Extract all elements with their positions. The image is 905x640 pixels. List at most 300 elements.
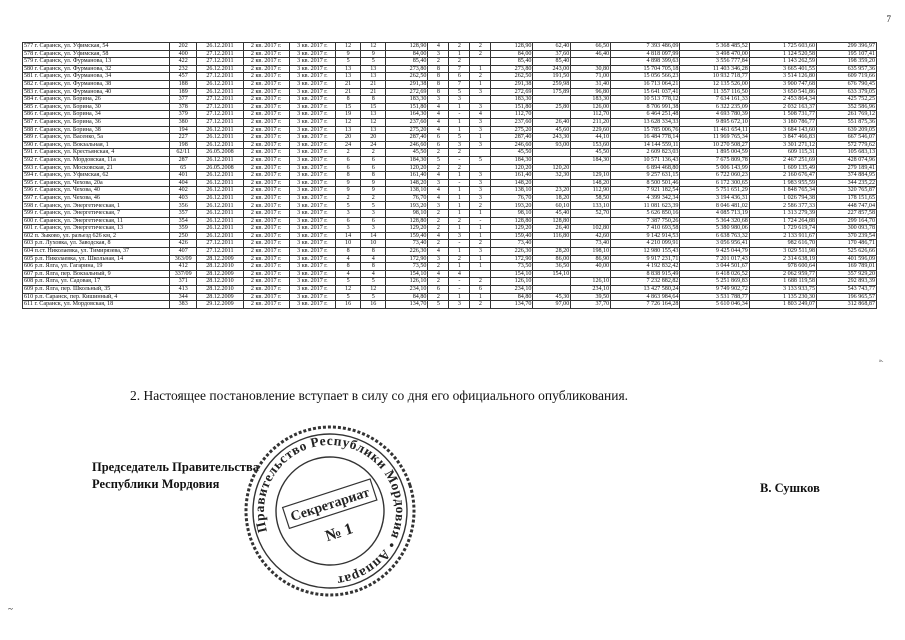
table-cell-area2: 154,10 [491,270,533,278]
table-cell-a: 24 [336,141,361,149]
table-cell-d: 1 [449,126,470,134]
table-cell-date3: 3 кв. 2017 г. [289,293,335,301]
table-cell-cost2: 11 403 346,28 [680,65,749,73]
table-cell-n1: 250 [170,232,197,240]
table-cell-area2: 275,20 [491,126,533,134]
table-cell-cost1: 13 427 580,24 [611,286,680,294]
table-cell-a: 8 [336,172,361,180]
table-cell-area2: 273,80 [491,65,533,73]
table-cell-e: 1 [470,210,491,218]
table-cell-address: 584 г. Саранск, ул. Борина, 26 [23,96,170,104]
table-cell-area: 73,40 [386,240,428,248]
table-cell-a: 3 [336,225,361,233]
table-cell-area3: 25,80 [533,103,571,111]
table-cell-cost2: 6 638 763,32 [680,232,749,240]
table-cell-a: 5 [336,58,361,66]
table-cell-area: 154,10 [386,270,428,278]
table-cell-cost4: 543 743,77 [817,286,877,294]
table-cell-date2: 2 кв. 2017 г. [243,149,289,157]
table-cell-area: 184,30 [386,156,428,164]
table-cell-b: 2 [361,194,386,202]
table-cell-address: 577 г. Саранск, ул. Уфимская, 54 [23,43,170,51]
table-cell-b: 20 [361,134,386,142]
table-cell-a: 12 [336,43,361,51]
table-cell-area4: 30,80 [571,65,611,73]
table-cell-b: 3 [361,210,386,218]
table-cell-b: 13 [361,73,386,81]
table-cell-b: 6 [361,156,386,164]
table-cell-a: 16 [336,301,361,309]
table-cell-cost3: 3 665 401,55 [749,65,816,73]
table-cell-d: 7 [449,80,470,88]
table-cell-address: 581 г. Саранск, ул. Фурманова, 34 [23,73,170,81]
table-cell-cost2: 1 895 004,59 [680,149,749,157]
table-cell-cost4: 196 965,57 [817,293,877,301]
table-cell-d: 7 [449,65,470,73]
table-cell-cost3: 1 135 230,30 [749,293,816,301]
table-cell-area2: 183,30 [491,96,533,104]
table-cell-n1: 402 [170,187,197,195]
table-row [23,88,877,96]
table-cell-area2: 172,90 [491,255,533,263]
table-cell-d: 1 [449,118,470,126]
table-cell-cost3: 3 029 511,98 [749,248,816,256]
table-cell-d: 1 [449,225,470,233]
table-cell-cost4: 572 779,62 [817,141,877,149]
table-cell-cost3: 1 803 249,07 [749,301,816,309]
table-cell-cost1: 2 609 823,03 [611,149,680,157]
table-cell-a: 4 [336,255,361,263]
table-cell-e: 1 [470,293,491,301]
table-cell-e: 3 [470,126,491,134]
table-cell-e [470,270,491,278]
table-cell-area2: 84,00 [491,50,533,58]
table-cell-area: 183,30 [386,96,428,104]
table-cell-n1: 404 [170,179,197,187]
table-cell-area4: 44,10 [571,134,611,142]
table-cell-date1: 26.12.2011 [197,210,243,218]
table-cell-area3: 37,60 [533,50,571,58]
table-cell-date2: 2 кв. 2017 г. [243,126,289,134]
table-cell-b: 8 [361,96,386,104]
table-cell-area2: 234,10 [491,286,533,294]
table-cell-area: 134,70 [386,301,428,309]
table-cell-e: 1 [470,225,491,233]
table-cell-date2: 2 кв. 2017 г. [243,73,289,81]
table-cell-date2: 2 кв. 2017 г. [243,134,289,142]
table-cell-date2: 2 кв. 2017 г. [243,111,289,119]
table-cell-cost3: 1 725 603,60 [749,43,816,51]
table-cell-area2: 246,60 [491,141,533,149]
table-row [23,179,877,187]
table-cell-date3: 3 кв. 2017 г. [289,179,335,187]
table-cell-address: 600 г. Саранск, ул. Энергетическая, 11 [23,217,170,225]
table-cell-e: 1 [470,255,491,263]
seal-center-line-2: № 1 [323,520,356,546]
table-cell-cost3: 1 609 135,49 [749,164,816,172]
table-cell-cost2: 3 194 436,31 [680,194,749,202]
table-cell-date1: 26.12.2011 [197,65,243,73]
table-cell-date3: 3 кв. 2017 г. [289,263,335,271]
table-cell-area3: 128,80 [533,217,571,225]
table-row [23,149,877,157]
table-cell-c: 4 [428,194,449,202]
table-cell-c: 3 [428,50,449,58]
table-cell-area4: 126,10 [571,278,611,286]
table-cell-cost3: 2 314 638,19 [749,255,816,263]
table-cell-d: - [449,179,470,187]
table-cell-e: 2 [470,240,491,248]
table-cell-cost2: 6 722 060,23 [680,172,749,180]
table-cell-d: 3 [449,301,470,309]
table-cell-n1: 412 [170,263,197,271]
table-cell-n1: 337/09 [170,270,197,278]
table-cell-area: 226,30 [386,248,428,256]
table-cell-c: 3 [428,255,449,263]
table-cell-c: 2 [428,293,449,301]
table-cell-area3: 45,60 [533,126,571,134]
table-cell-area2: 85,40 [491,58,533,66]
table-cell-d: - [449,240,470,248]
table-row [23,278,877,286]
table-cell-cost4: 357 929,20 [817,270,877,278]
table-cell-date3: 3 кв. 2017 г. [289,255,335,263]
table-cell-cost3: 2 133 911,67 [749,232,816,240]
table-cell-area3: 26,40 [533,225,571,233]
table-cell-c: 2 [428,58,449,66]
signatory-name: В. Сушков [760,481,820,495]
table-cell-cost3: 2 032 163,37 [749,103,816,111]
table-cell-c: 8 [428,88,449,96]
table-cell-address: 595 г. Саранск, ул. Чехова, 20а [23,179,170,187]
table-cell-date1: 26.12.2011 [197,88,243,96]
table-cell-c: 4 [428,248,449,256]
table-cell-c: 4 [428,270,449,278]
table-cell-area4: 86,90 [571,255,611,263]
table-cell-b: 2 [361,149,386,157]
table-cell-date3: 3 кв. 2017 г. [289,217,335,225]
table-cell-b: 5 [361,293,386,301]
table-cell-cost2: 6 172 300,65 [680,179,749,187]
table-cell-cost3: 978 600,64 [749,263,816,271]
table-cell-date2: 2 кв. 2017 г. [243,240,289,248]
table-cell-area3: 18,20 [533,194,571,202]
table-cell-cost2: 9 749 902,72 [680,286,749,294]
table-cell-area: 273,80 [386,65,428,73]
table-cell-a: 12 [336,286,361,294]
table-cell-date2: 2 кв. 2017 г. [243,65,289,73]
table-cell-e: 4 [470,111,491,119]
table-cell-b: 13 [361,111,386,119]
table-cell-cost4: 299 396,97 [817,43,877,51]
table-cell-date3: 3 кв. 2017 г. [289,58,335,66]
table-cell-a: 9 [336,50,361,58]
table-cell-date3: 3 кв. 2017 г. [289,187,335,195]
table-cell-date2: 2 кв. 2017 г. [243,118,289,126]
table-cell-area4: 148,20 [571,179,611,187]
table-cell-area3: 154,10 [533,270,571,278]
table-cell-cost2: 10 932 718,77 [680,73,749,81]
table-row [23,96,877,104]
table-cell-e [470,58,491,66]
table-cell-address: 582 г. Саранск, ул. Фурманова, 38 [23,80,170,88]
table-cell-cost4: 428 074,96 [817,156,877,164]
table-cell-area4 [571,164,611,172]
table-cell-date1: 26.12.2011 [197,232,243,240]
table-cell-date3: 3 кв. 2017 г. [289,80,335,88]
table-cell-cost3: 3 133 933,75 [749,286,816,294]
table-cell-area4: 102,80 [571,225,611,233]
table-cell-area3: 120,20 [533,164,571,172]
table-cell-e: 2 [470,202,491,210]
table-cell-date3: 3 кв. 2017 г. [289,210,335,218]
table-cell-cost1: 4 898 399,63 [611,58,680,66]
table-cell-address: 578 г. Саранск, ул. Уфимская, 58 [23,50,170,58]
table-cell-n1: 194 [170,126,197,134]
table-cell-date2: 2 кв. 2017 г. [243,194,289,202]
table-cell-area4: 198,10 [571,248,611,256]
table-cell-area4: 112,70 [571,111,611,119]
register-table-body [23,43,877,309]
table-cell-date3: 3 кв. 2017 г. [289,232,335,240]
table-cell-cost2: 5 364 320,68 [680,217,749,225]
table-cell-area4: 37,70 [571,301,611,309]
table-cell-area2: 128,90 [491,43,533,51]
table-cell-b: 4 [361,270,386,278]
table-cell-c: 4 [428,43,449,51]
table-cell-cost2: 7 634 161,33 [680,96,749,104]
table-cell-b: 24 [361,141,386,149]
table-cell-a: 8 [336,263,361,271]
table-cell-cost3: 2 467 251,69 [749,156,816,164]
table-cell-c: 6 [428,286,449,294]
table-cell-address: 598 г. Саранск, ул. Энергетическая, 1 [23,202,170,210]
table-cell-area: 172,90 [386,255,428,263]
table-row [23,217,877,225]
table-cell-d: - [449,278,470,286]
table-cell-d: 2 [449,255,470,263]
table-cell-e: 2 [470,73,491,81]
table-cell-date1: 29.12.2009 [197,301,243,309]
table-cell-a: 21 [336,80,361,88]
table-cell-area: 148,20 [386,179,428,187]
table-cell-area2: 45,50 [491,149,533,157]
table-row [23,293,877,301]
table-cell-date3: 3 кв. 2017 г. [289,141,335,149]
table-cell-date1: 26.12.2011 [197,225,243,233]
table-cell-c: 2 [428,164,449,172]
table-cell-a: 12 [336,118,361,126]
table-cell-d: 3 [449,96,470,104]
table-cell-cost3: 1 026 794,38 [749,194,816,202]
table-cell-area3: 28,20 [533,248,571,256]
table-cell-date2: 2 кв. 2017 г. [243,172,289,180]
table-cell-n1: 457 [170,73,197,81]
table-cell-date1: 26.12.2011 [197,187,243,195]
table-cell-date3: 3 кв. 2017 г. [289,88,335,96]
table-cell-cost4: 178 151,65 [817,194,877,202]
table-cell-area3 [533,111,571,119]
table-row [23,240,877,248]
table-cell-date2: 2 кв. 2017 г. [243,301,289,309]
table-cell-date3: 3 кв. 2017 г. [289,172,335,180]
table-cell-b: 5 [361,278,386,286]
table-cell-date3: 3 кв. 2017 г. [289,164,335,172]
table-cell-address: 597 г. Саранск, ул. Чехова, 46 [23,194,170,202]
table-cell-address: 609 р.п. Ялга, пер. Школьный, 35 [23,286,170,294]
table-cell-date2: 2 кв. 2017 г. [243,103,289,111]
table-cell-area: 275,20 [386,126,428,134]
page-mark: 7 [886,14,891,24]
table-cell-date1: 26.12.2011 [197,194,243,202]
table-cell-address: 606 р.п. Ялга, ул. Гагарина, 19 [23,263,170,271]
table-cell-cost4: 312 868,87 [817,301,877,309]
table-cell-cost2: 5 380 980,06 [680,225,749,233]
table-cell-b: 9 [361,50,386,58]
table-cell-cost1: 15 704 705,18 [611,65,680,73]
table-cell-area4: 126,00 [571,103,611,111]
table-cell-date3: 3 кв. 2017 г. [289,43,335,51]
table-cell-date2: 2 кв. 2017 г. [243,278,289,286]
table-cell-a: 19 [336,111,361,119]
table-cell-a: 14 [336,232,361,240]
table-cell-date3: 3 кв. 2017 г. [289,225,335,233]
table-cell-cost2: 9 425 044,79 [680,248,749,256]
table-cell-c: 4 [428,111,449,119]
table-cell-date3: 3 кв. 2017 г. [289,301,335,309]
table-cell-area3: 97,00 [533,301,571,309]
table-cell-address: 610 р.п. Саранск, пер. Кишинный, 4 [23,293,170,301]
table-cell-date2: 2 кв. 2017 г. [243,270,289,278]
table-cell-d: 2 [449,58,470,66]
table-cell-cost4: 448 747,04 [817,202,877,210]
table-cell-n1: 413 [170,286,197,294]
table-cell-date3: 3 кв. 2017 г. [289,270,335,278]
table-cell-n1: 354 [170,217,197,225]
table-cell-date2: 2 кв. 2017 г. [243,263,289,271]
table-cell-cost1: 14 144 559,11 [611,141,680,149]
table-cell-e: 2 [470,301,491,309]
table-cell-c: 3 [428,96,449,104]
table-cell-area4: 234,10 [571,286,611,294]
table-cell-n1: 407 [170,248,197,256]
table-cell-cost4: 227 857,58 [817,210,877,218]
table-cell-area2: 120,20 [491,164,533,172]
table-cell-cost2: 3 556 777,84 [680,58,749,66]
table-cell-area4: 42,60 [571,232,611,240]
table-cell-cost1: 7 726 164,28 [611,301,680,309]
table-cell-address: 587 г. Саранск, ул. Борина, 36 [23,118,170,126]
table-cell-e: 1 [470,134,491,142]
table-cell-cost2: 3 044 501,67 [680,263,749,271]
table-cell-date3: 3 кв. 2017 г. [289,73,335,81]
table-cell-d: 2 [449,43,470,51]
table-row [23,263,877,271]
table-cell-d: 2 [449,164,470,172]
table-cell-area2: 291,38 [491,80,533,88]
table-cell-cost1: 7 921 182,54 [611,187,680,195]
table-cell-cost4: 344 235,22 [817,179,877,187]
table-cell-e: 1 [470,80,491,88]
table-cell-e: 3 [470,187,491,195]
table-cell-cost2: 3 498 470,00 [680,50,749,58]
table-cell-area3 [533,179,571,187]
table-row [23,232,877,240]
table-cell-cost1: 7 232 882,82 [611,278,680,286]
table-cell-n1: 401 [170,172,197,180]
table-cell-cost3: 1 508 731,77 [749,111,816,119]
table-cell-address: 589 г. Саранск, ул. Васенко, 5а [23,134,170,142]
table-cell-e: 3 [470,103,491,111]
table-cell-area3 [533,240,571,248]
table-cell-area2: 76,70 [491,194,533,202]
table-cell-area2: 262,50 [491,73,533,81]
table-cell-c: 2 [428,263,449,271]
table-cell-address: 591 г. Саранск, ул. Крестьянская, 4 [23,149,170,157]
table-cell-cost4: 525 626,66 [817,248,877,256]
table-cell-e: 1 [470,65,491,73]
table-cell-a: 9 [336,187,361,195]
table-cell-d: 2 [449,217,470,225]
table-cell-cost3: 1 313 279,39 [749,210,816,218]
table-cell-d: 6 [449,73,470,81]
table-cell-cost1: 9 917 231,71 [611,255,680,263]
table-cell-date2: 2 кв. 2017 г. [243,156,289,164]
table-cell-n1: 371 [170,278,197,286]
table-cell-cost1: 7 393 486,09 [611,43,680,51]
table-cell-address: 586 г. Саранск, ул. Борина, 34 [23,111,170,119]
table-cell-n1: 344 [170,293,197,301]
table-cell-cost3: 1 143 262,59 [749,58,816,66]
table-cell-area3: 36,50 [533,263,571,271]
table-cell-date3: 3 кв. 2017 г. [289,126,335,134]
table-cell-b: 9 [361,187,386,195]
table-cell-cost1: 15 785 006,76 [611,126,680,134]
table-cell-area4 [571,58,611,66]
table-cell-area2: 129,20 [491,225,533,233]
table-row [23,80,877,88]
table-cell-cost3: 3 684 143,60 [749,126,816,134]
table-cell-area3: 32,30 [533,172,571,180]
table-cell-c: 4 [428,126,449,134]
table-cell-area4: 66,50 [571,43,611,51]
table-cell-address: 611 г. Саранск, ул. Мордовская, 18 [23,301,170,309]
table-row [23,103,877,111]
table-cell-cost4: 425 752,25 [817,96,877,104]
table-cell-n1: 65 [170,164,197,172]
table-cell-cost3: 3 301 271,12 [749,141,816,149]
table-cell-c: 4 [428,103,449,111]
table-cell-cost4: 169 789,01 [817,263,877,271]
table-cell-e: - [470,217,491,225]
table-cell-area: 164,30 [386,111,428,119]
table-cell-cost3: 1 688 119,58 [749,278,816,286]
table-row [23,126,877,134]
table-cell-cost2: 6 418 026,52 [680,270,749,278]
table-cell-a: 15 [336,103,361,111]
table-cell-cost1: 15 056 566,23 [611,73,680,81]
table-cell-b: 6 [361,164,386,172]
table-cell-address: 579 г. Саранск, ул. Фурманова, 13 [23,58,170,66]
table-cell-area4: 52,70 [571,210,611,218]
table-cell-n1: 359 [170,225,197,233]
table-cell-cost2: 4 085 713,19 [680,210,749,218]
table-cell-e: 3 [470,179,491,187]
table-cell-cost4: 300 093,78 [817,225,877,233]
register-table-wrapper [22,42,877,309]
table-cell-date3: 3 кв. 2017 г. [289,134,335,142]
table-cell-c: 2 [428,278,449,286]
